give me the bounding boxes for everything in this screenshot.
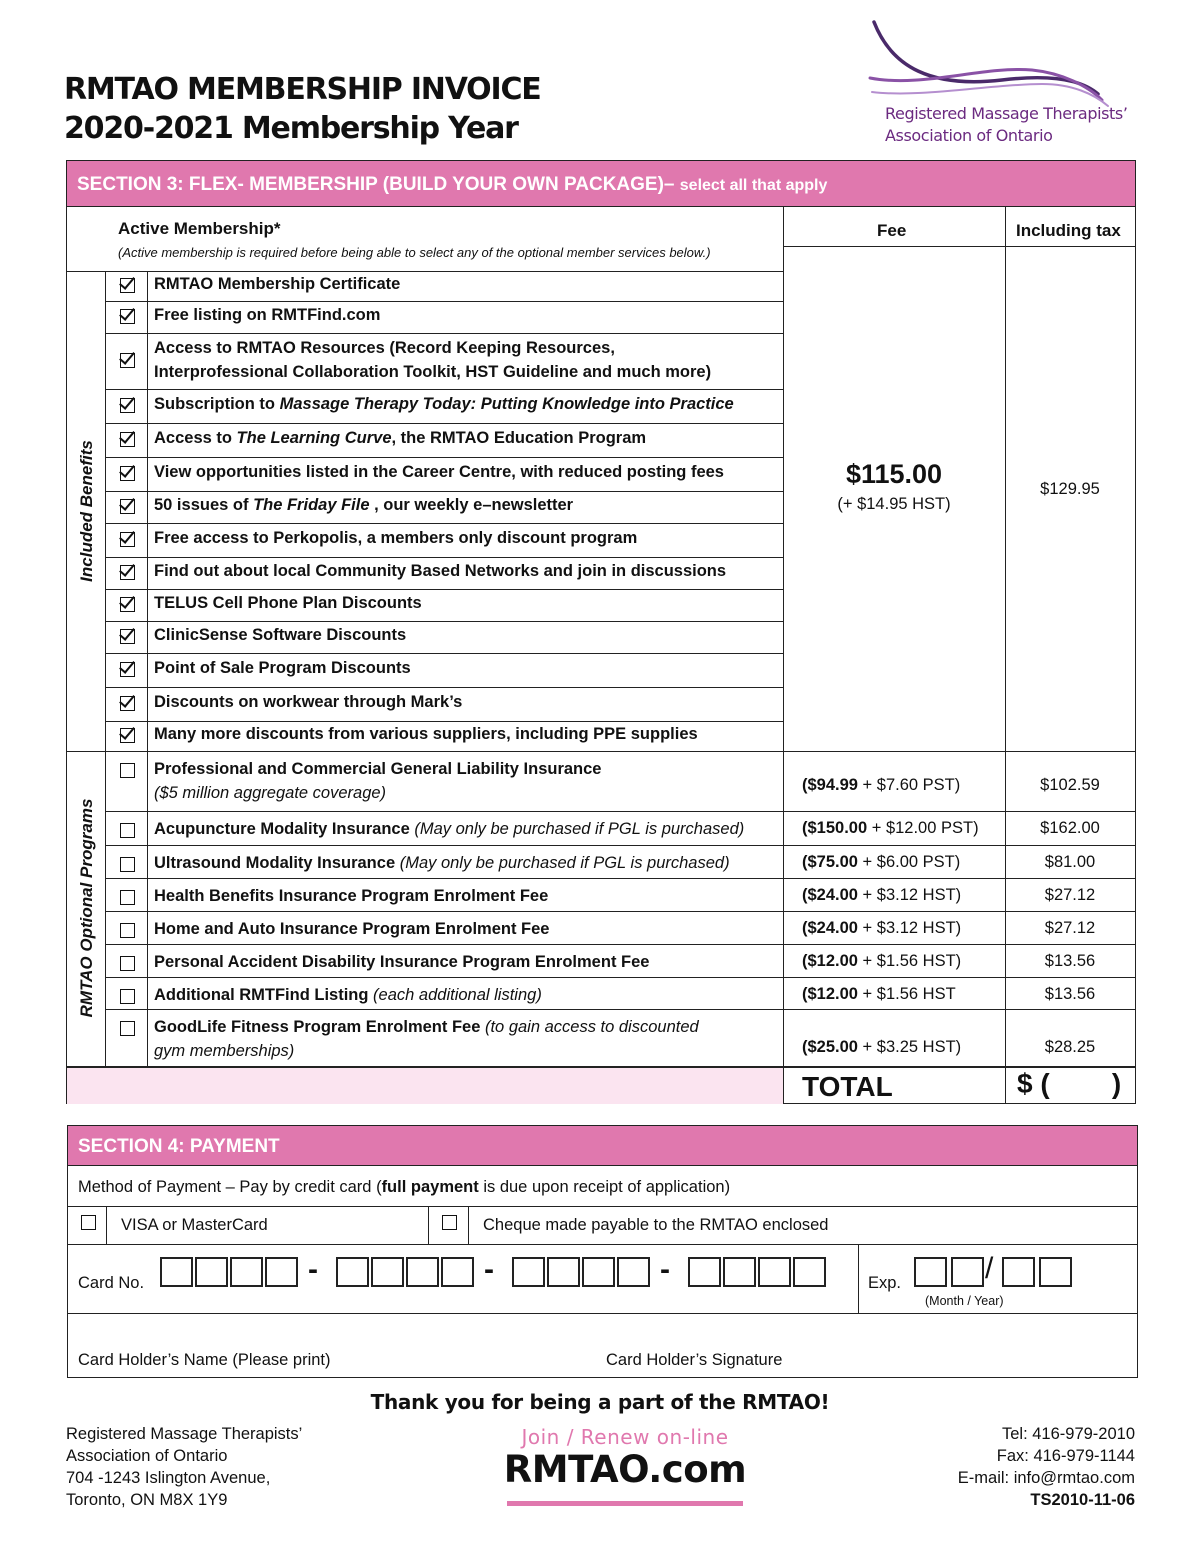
optional-program-note: ($5 million aggregate coverage) xyxy=(154,784,387,802)
optional-program-fee xyxy=(802,952,961,971)
optional-program-total: $27.12 xyxy=(1044,919,1096,937)
expiry-label: Exp. xyxy=(868,1274,902,1292)
included-benefit-text xyxy=(154,562,726,581)
card-digit-box[interactable] xyxy=(512,1257,545,1287)
card-holder-signature-field[interactable]: Card Holder’s Signature xyxy=(606,1351,783,1369)
optional-program-note: (each additional listing) xyxy=(368,986,542,1004)
cheque-checkbox[interactable] xyxy=(442,1215,457,1230)
included-benefit-text: Access to RMTAO Resources (Record Keeping Resources, xyxy=(154,339,615,357)
optional-program-fee-tax: + $3.25 HST) xyxy=(857,1038,962,1056)
optional-program-text xyxy=(154,986,542,1005)
payment-method-bold: full payment xyxy=(381,1178,479,1196)
optional-program-total: $27.12 xyxy=(1044,886,1096,904)
included-benefit-text xyxy=(154,496,573,515)
included-benefit-text-part: 50 issues of xyxy=(154,496,254,514)
included-benefit-checkbox[interactable] xyxy=(120,629,135,644)
expiry-month-box-1[interactable] xyxy=(914,1257,947,1287)
included-benefit-checkbox[interactable] xyxy=(120,597,135,612)
address-line3: 704 -1243 Islington Avenue, xyxy=(66,1469,271,1487)
section3-heading-text: SECTION 3: FLEX- MEMBERSHIP (BUILD YOUR OWN PACKAGE)– xyxy=(77,174,675,195)
optional-program-fee xyxy=(802,853,960,872)
optional-program-total: $81.00 xyxy=(1044,853,1096,871)
expiry-note: (Month / Year) xyxy=(925,1294,1004,1308)
optional-program-checkbox[interactable] xyxy=(120,923,135,938)
website-link[interactable]: RMTAO.com xyxy=(503,1448,747,1491)
included-benefit-checkbox[interactable] xyxy=(120,499,135,514)
optional-programs-label: RMTAO Optional Programs xyxy=(77,798,96,1018)
included-benefit-text-emphasis: Massage Therapy Today: Putting Knowledge into Practice xyxy=(279,395,734,413)
expiry-year-box-1[interactable] xyxy=(1002,1257,1035,1287)
optional-program-total: $28.25 xyxy=(1044,1038,1096,1056)
address-line1: Registered Massage Therapists’ xyxy=(66,1425,303,1443)
card-number-label: Card No. xyxy=(78,1274,145,1292)
optional-program-fee-amount: ($24.00 xyxy=(802,919,858,937)
included-benefit-text-part: View opportunities listed in the Career Centre, with reduced posting fees xyxy=(154,463,724,481)
address-line4: Toronto, ON M8X 1Y9 xyxy=(66,1491,228,1509)
optional-program-text xyxy=(154,820,744,839)
active-membership-label: Active Membership* xyxy=(118,219,281,238)
logo-text-line1: Registered Massage Therapists’ xyxy=(885,104,1128,123)
visa-label: VISA or MasterCard xyxy=(121,1216,268,1234)
optional-program-fee-tax: + $12.00 PST) xyxy=(867,819,979,837)
included-benefit-checkbox[interactable] xyxy=(120,565,135,580)
optional-program-fee-amount: ($24.00 xyxy=(802,886,858,904)
optional-program-fee-amount: ($12.00 xyxy=(802,985,858,1003)
card-digit-box[interactable] xyxy=(371,1257,404,1287)
optional-program-total: $13.56 xyxy=(1044,985,1096,1003)
included-benefit-text-part: RMTAO Membership Certificate xyxy=(154,275,401,293)
card-number-dash: - xyxy=(660,1253,670,1286)
fee-column-header: Fee xyxy=(877,221,907,240)
optional-program-checkbox[interactable] xyxy=(120,763,135,778)
optional-program-fee xyxy=(802,819,979,838)
optional-program-name: Additional RMTFind Listing xyxy=(154,986,369,1004)
included-benefit-checkbox[interactable] xyxy=(120,662,135,677)
included-benefit-text-part: Point of Sale Program Discounts xyxy=(154,659,411,677)
membership-year: 2020-2021 Membership Year xyxy=(64,111,518,146)
included-hst: (+ $14.95 HST) xyxy=(837,495,951,513)
included-benefit-text-part: Free access to Perkopolis, a members only discount program xyxy=(154,529,638,547)
invoice-title: RMTAO MEMBERSHIP INVOICE xyxy=(64,72,541,107)
optional-program-checkbox[interactable] xyxy=(120,890,135,905)
section3-heading-note: select all that apply xyxy=(679,177,828,194)
included-benefit-text-part: Discounts on workwear through Mark’s xyxy=(154,693,463,711)
card-digit-box[interactable] xyxy=(160,1257,193,1287)
optional-program-checkbox[interactable] xyxy=(120,823,135,838)
card-digit-box[interactable] xyxy=(547,1257,580,1287)
card-number-dash: - xyxy=(484,1253,494,1286)
included-benefit-text-part: ClinicSense Software Discounts xyxy=(154,626,407,644)
included-benefits-label: Included Benefits xyxy=(77,440,96,582)
optional-program-fee-tax: + $3.12 HST) xyxy=(857,919,962,937)
form-code: TS2010-11-06 xyxy=(1030,1491,1135,1509)
included-benefit-text xyxy=(154,275,400,294)
optional-program-fee xyxy=(802,985,956,1004)
optional-program-total: $102.59 xyxy=(1040,776,1100,794)
optional-program-fee xyxy=(802,886,961,905)
section3-heading xyxy=(67,161,1135,207)
optional-program-checkbox[interactable] xyxy=(120,1021,135,1036)
optional-program-total: $162.00 xyxy=(1040,819,1100,837)
optional-program-name: Personal Accident Disability Insurance Program Enrolment Fee xyxy=(154,953,650,971)
included-benefit-text xyxy=(154,429,646,448)
email-address[interactable]: E-mail: info@rmtao.com xyxy=(957,1469,1135,1487)
included-benefit-text xyxy=(154,725,698,744)
included-benefit-checkbox[interactable] xyxy=(120,466,135,481)
logo-text-line2: Association of Ontario xyxy=(885,126,1053,145)
total-value-field[interactable]: $ ( ) xyxy=(1017,1068,1122,1099)
section3-table xyxy=(66,160,1136,1104)
included-benefit-text-part: , the RMTAO Education Program xyxy=(391,429,647,447)
section4-payment xyxy=(67,1125,1138,1378)
included-benefit-text xyxy=(154,693,462,712)
payment-method-post: is due upon receipt of application) xyxy=(478,1178,731,1196)
optional-program-fee-tax: + $3.12 HST) xyxy=(857,886,962,904)
join-renew-text: Join / Renew on-line xyxy=(521,1425,729,1449)
optional-program-note: (to gain access to discounted xyxy=(480,1018,699,1036)
card-number-dash: - xyxy=(308,1253,318,1286)
included-benefit-checkbox[interactable] xyxy=(120,309,135,324)
tax-column-header: Including tax xyxy=(1016,221,1121,240)
section4-heading: SECTION 4: PAYMENT xyxy=(68,1126,1137,1166)
included-benefit-text xyxy=(154,395,734,414)
included-benefit-text xyxy=(154,659,411,678)
card-digit-box[interactable] xyxy=(230,1257,263,1287)
included-benefit-text-part: , our weekly e–newsletter xyxy=(369,496,574,514)
included-benefit-checkbox[interactable] xyxy=(120,728,135,743)
optional-program-fee-amount: ($25.00 xyxy=(802,1038,858,1056)
card-digit-box[interactable] xyxy=(582,1257,615,1287)
included-benefit-text: Interprofessional Collaboration Toolkit, HST Guideline and much more) xyxy=(154,363,712,381)
expiry-month-box-2[interactable] xyxy=(951,1257,984,1287)
included-benefit-checkbox[interactable] xyxy=(120,398,135,413)
optional-program-note: gym memberships) xyxy=(154,1042,295,1060)
included-benefit-checkbox[interactable] xyxy=(120,432,135,447)
included-benefit-text xyxy=(154,594,422,613)
cheque-label: Cheque made payable to the RMTAO enclosed xyxy=(483,1216,829,1234)
included-benefit-text-part: Subscription to xyxy=(154,395,280,413)
optional-program-name: GoodLife Fitness Program Enrolment Fee xyxy=(154,1018,481,1036)
included-benefit-text-emphasis: The Friday File xyxy=(253,496,370,514)
total-label: TOTAL xyxy=(802,1071,893,1102)
optional-program-fee-tax: + $1.56 HST) xyxy=(857,952,962,970)
included-benefit-text-emphasis: The Learning Curve xyxy=(236,429,392,447)
expiry-slash: / xyxy=(985,1252,994,1285)
optional-program-note: (May only be purchased if PGL is purchased) xyxy=(395,854,730,872)
payment-method-pre: Method of Payment – Pay by credit card ( xyxy=(78,1178,382,1196)
included-benefit-text-part: TELUS Cell Phone Plan Discounts xyxy=(154,594,422,612)
optional-program-fee xyxy=(802,919,961,938)
optional-program-fee xyxy=(802,1038,961,1057)
card-digit-box[interactable] xyxy=(723,1257,756,1287)
website-underline xyxy=(507,1501,743,1506)
payment-method-text xyxy=(78,1178,730,1197)
card-digit-box[interactable] xyxy=(441,1257,474,1287)
optional-program-name: Ultrasound Modality Insurance xyxy=(154,854,396,872)
included-benefit-checkbox[interactable] xyxy=(120,696,135,711)
optional-program-checkbox[interactable] xyxy=(120,989,135,1004)
optional-program-checkbox[interactable] xyxy=(120,956,135,971)
optional-program-fee-tax: + $1.56 HST xyxy=(857,985,956,1003)
optional-program-fee xyxy=(802,776,960,795)
address-line2: Association of Ontario xyxy=(66,1447,228,1465)
included-benefit-text-part: Free listing on RMTFind.com xyxy=(154,306,381,324)
included-benefit-text xyxy=(154,463,724,482)
optional-program-name: Home and Auto Insurance Program Enrolment Fee xyxy=(154,920,550,938)
card-digit-box[interactable] xyxy=(617,1257,650,1287)
optional-program-text xyxy=(154,887,548,906)
card-digit-box[interactable] xyxy=(793,1257,826,1287)
thank-you-message: Thank you for being a part of the RMTAO! xyxy=(370,1390,830,1414)
phone-number: Tel: 416-979-2010 xyxy=(1001,1425,1135,1443)
optional-program-text xyxy=(154,760,601,779)
optional-program-text xyxy=(154,920,549,939)
expiry-year-box-2[interactable] xyxy=(1039,1257,1072,1287)
active-membership-note: (Active membership is required before being able to select any of the optional member services below.) xyxy=(118,245,711,260)
included-benefit-text-part: Many more discounts from various suppliers, including PPE supplies xyxy=(154,725,698,743)
included-benefit-checkbox[interactable] xyxy=(120,278,135,293)
optional-program-name: Acupuncture Modality Insurance xyxy=(154,820,410,838)
card-digit-box[interactable] xyxy=(336,1257,369,1287)
included-benefit-text-part: Access to xyxy=(154,429,237,447)
included-benefit-text xyxy=(154,306,380,325)
included-benefit-text xyxy=(154,529,637,548)
included-benefit-text-part: Find out about local Community Based Networks and join in discussions xyxy=(154,562,727,580)
fax-number: Fax: 416-979-1144 xyxy=(996,1447,1135,1465)
optional-program-text xyxy=(154,1018,699,1037)
included-benefit-checkbox[interactable] xyxy=(120,353,135,368)
optional-program-note: (May only be purchased if PGL is purchased) xyxy=(409,820,745,838)
included-benefit-checkbox[interactable] xyxy=(120,532,135,547)
included-total: $129.95 xyxy=(1040,480,1100,498)
card-holder-name-field[interactable]: Card Holder’s Name (Please print) xyxy=(78,1351,331,1369)
optional-program-fee-amount: ($12.00 xyxy=(802,952,858,970)
card-digit-box[interactable] xyxy=(406,1257,439,1287)
included-fee: $115.00 xyxy=(845,459,943,489)
card-digit-box[interactable] xyxy=(265,1257,298,1287)
optional-program-name: Health Benefits Insurance Program Enrolment Fee xyxy=(154,887,549,905)
total-row-shade xyxy=(67,1068,783,1104)
optional-program-fee-amount: ($150.00 xyxy=(802,819,868,837)
optional-program-total: $13.56 xyxy=(1044,952,1096,970)
card-digit-box[interactable] xyxy=(758,1257,791,1287)
card-digit-box[interactable] xyxy=(195,1257,228,1287)
optional-program-name: Professional and Commercial General Liability Insurance xyxy=(154,760,602,778)
card-digit-box[interactable] xyxy=(688,1257,721,1287)
visa-checkbox[interactable] xyxy=(81,1215,96,1230)
optional-program-fee-amount: ($75.00 xyxy=(802,853,858,871)
optional-program-fee-tax: + $6.00 PST) xyxy=(857,853,961,871)
optional-program-checkbox[interactable] xyxy=(120,857,135,872)
optional-program-fee-amount: ($94.99 xyxy=(802,776,858,794)
optional-program-text xyxy=(154,854,730,873)
optional-program-fee-tax: + $7.60 PST) xyxy=(857,776,961,794)
optional-program-text xyxy=(154,953,649,972)
included-benefit-text xyxy=(154,626,406,645)
